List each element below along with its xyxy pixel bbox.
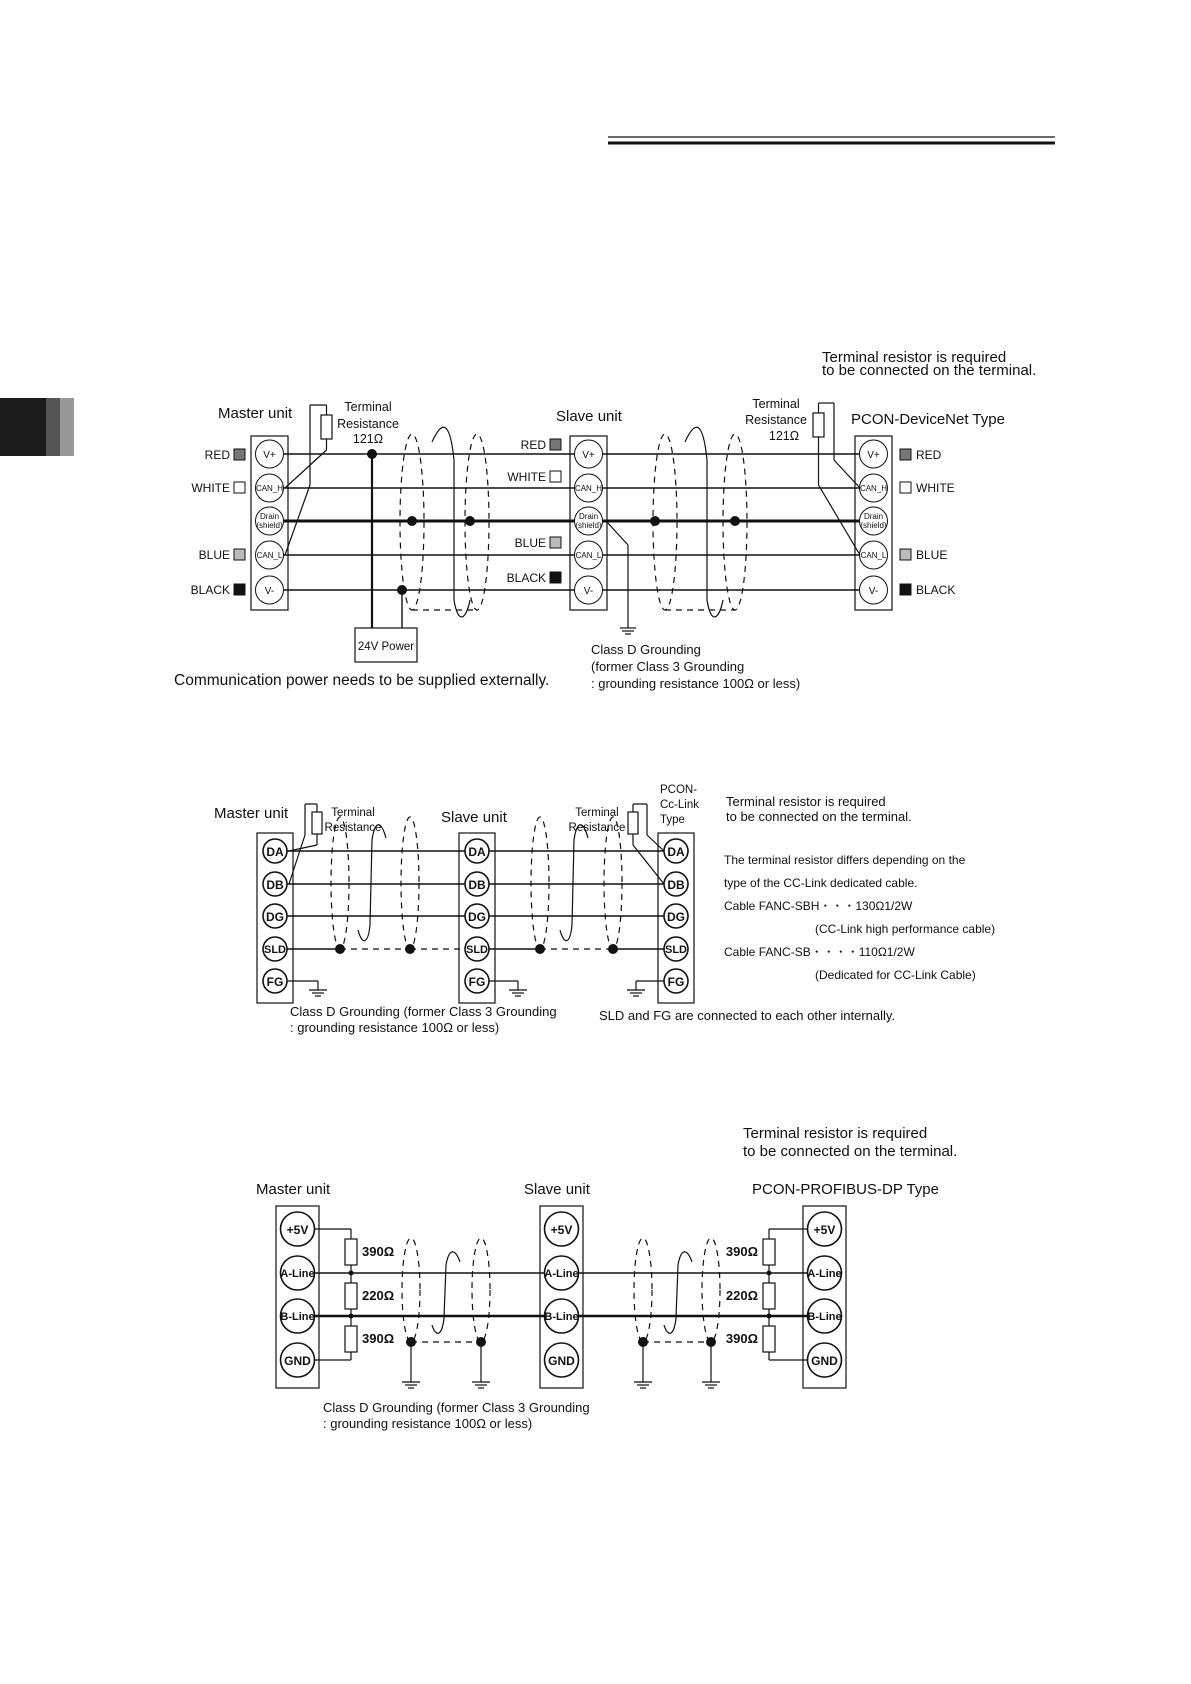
profibus-master-terminals	[280, 1212, 314, 1377]
cclink-info-line3: Cable FANC-SBH・・・130Ω1/2W	[724, 899, 913, 913]
terminal-da: DA	[468, 845, 486, 859]
terminal-5v: +5V	[813, 1223, 836, 1237]
profibus-resistor-left-top: 390Ω	[362, 1244, 395, 1259]
terminal-db: DB	[266, 878, 284, 892]
wire-color-red: RED	[916, 448, 942, 462]
cclink-pcon-label-line3: Type	[660, 814, 685, 826]
power-supply-label: 24V Power	[357, 641, 415, 653]
wire-color-black: BLACK	[916, 583, 956, 597]
wire-color-blue: BLUE	[514, 536, 546, 550]
terminal-fg: FG	[667, 975, 685, 989]
devicenet-pcon-label: PCON-DeviceNet Type	[851, 411, 1005, 428]
wire-color-white: WHITE	[507, 470, 546, 484]
terminal-vplus: V+	[867, 450, 880, 461]
devicenet-note-line1: Terminal resistor is required	[822, 349, 1007, 366]
wire-color-blue: BLUE	[198, 548, 230, 562]
terminal-db: DB	[667, 878, 685, 892]
devicenet-term-res-right-line2: Resistance	[745, 413, 807, 427]
terminal-da: DA	[667, 845, 685, 859]
profibus-slave-terminals	[544, 1212, 578, 1377]
terminal-a-line: A-Line	[280, 1268, 315, 1280]
profibus-pcon-label: PCON-PROFIBUS-DP Type	[752, 1181, 939, 1198]
profibus-pcon-terminals	[807, 1212, 841, 1377]
terminal-drain: Drain	[863, 512, 884, 521]
profibus-resistor-left-bottom: 390Ω	[362, 1331, 395, 1346]
terminal-sld: SLD	[264, 944, 286, 956]
profibus-resistor-right-bottom: 390Ω	[725, 1331, 758, 1346]
terminal-sld: SLD	[665, 944, 687, 956]
terminal-da: DA	[266, 845, 284, 859]
terminal-fg: FG	[468, 975, 486, 989]
terminal-5v: +5V	[286, 1223, 309, 1237]
cclink-info-line1: The terminal resistor differs depending on the	[724, 853, 966, 867]
devicenet-term-res-right-line3: 121Ω	[768, 429, 800, 443]
terminal-canh: CAN_H	[859, 484, 888, 493]
wire-color-black: BLACK	[190, 583, 230, 597]
devicenet-ground-note-line2: (former Class 3 Grounding	[591, 659, 745, 674]
terminal-shield: (shield)	[575, 521, 602, 530]
cclink-term-res-right-line2: Resistance	[568, 822, 626, 834]
terminal-drain: Drain	[578, 512, 599, 521]
profibus-resistor-left-mid: 220Ω	[362, 1288, 395, 1303]
devicenet-term-res-left-line1: Terminal	[344, 400, 392, 414]
wire-color-red: RED	[520, 438, 546, 452]
terminal-vminus: V-	[868, 586, 879, 597]
devicenet-master-label: Master unit	[218, 405, 293, 422]
terminal-shield: (shield)	[860, 521, 887, 530]
cclink-info-line5: Cable FANC-SB・・・・110Ω1/2W	[724, 945, 915, 959]
wire-color-white: WHITE	[191, 481, 230, 495]
profibus-master-label: Master unit	[256, 1181, 331, 1198]
terminal-b-line: B-Line	[544, 1311, 579, 1323]
profibus-note-line2: to be connected on the terminal.	[743, 1143, 958, 1160]
cclink-info-line4: (CC-Link high performance cable)	[815, 922, 996, 936]
terminal-canl: CAN_L	[575, 551, 602, 560]
terminal-canl: CAN_L	[256, 551, 283, 560]
terminal-5v: +5V	[550, 1223, 573, 1237]
devicenet-term-res-left-line3: 121Ω	[352, 432, 384, 446]
cclink-term-res-left-line1: Terminal	[331, 807, 375, 819]
terminal-db: DB	[468, 878, 486, 892]
wire-color-white: WHITE	[916, 481, 955, 495]
profibus-ground-note-line1: Class D Grounding (former Class 3 Grounding	[323, 1400, 590, 1415]
terminal-fg: FG	[266, 975, 284, 989]
profibus-resistor-right-top: 390Ω	[725, 1244, 758, 1259]
terminal-b-line: B-Line	[807, 1311, 842, 1323]
terminal-canh: CAN_H	[574, 484, 603, 493]
devicenet-note-line2: to be connected on the terminal.	[822, 362, 1037, 379]
cclink-slave-label: Slave unit	[441, 809, 507, 826]
wire-color-black: BLACK	[506, 571, 546, 585]
devicenet-ground-note-line3: : grounding resistance 100Ω or less)	[591, 676, 801, 691]
cclink-info-line2: type of the CC-Link dedicated cable.	[724, 876, 918, 890]
devicenet-ground-note-line1: Class D Grounding	[591, 642, 701, 657]
cclink-info-line6: (Dedicated for CC-Link Cable)	[815, 968, 976, 982]
cclink-term-res-right-line1: Terminal	[575, 807, 619, 819]
power-note: Communication power needs to be supplied externally.	[174, 672, 550, 689]
devicenet-term-res-left-line2: Resistance	[337, 417, 399, 431]
terminal-dg: DG	[266, 910, 284, 924]
terminal-vminus: V-	[264, 586, 275, 597]
cclink-master-label: Master unit	[214, 805, 289, 822]
terminal-vplus: V+	[582, 450, 595, 461]
terminal-canh: CAN_H	[255, 484, 284, 493]
terminal-gnd: GND	[548, 1354, 575, 1368]
terminal-drain: Drain	[259, 512, 280, 521]
profibus-resistor-divider-left	[314, 1229, 357, 1360]
cclink-note-line2: to be connected on the terminal.	[726, 809, 912, 824]
terminal-vplus: V+	[263, 450, 276, 461]
terminal-sld: SLD	[466, 944, 488, 956]
cclink-note-line1: Terminal resistor is required	[726, 794, 886, 809]
terminal-b-line: B-Line	[280, 1311, 315, 1323]
terminal-gnd: GND	[811, 1354, 838, 1368]
cclink-term-res-left-line2: Resistance	[324, 822, 382, 834]
wire-color-blue: BLUE	[916, 548, 948, 562]
cclink-pcon-label-line1: PCON-	[660, 784, 698, 796]
terminal-gnd: GND	[284, 1354, 311, 1368]
terminal-shield: (shield)	[256, 521, 283, 530]
profibus-note-line1: Terminal resistor is required	[743, 1125, 928, 1142]
profibus-resistor-divider-right	[763, 1229, 808, 1360]
terminal-dg: DG	[468, 910, 486, 924]
profibus-resistor-right-mid: 220Ω	[725, 1288, 758, 1303]
profibus-ground-note-line2: : grounding resistance 100Ω or less)	[323, 1416, 533, 1431]
terminal-a-line: A-Line	[544, 1268, 579, 1280]
devicenet-slave-label: Slave unit	[556, 408, 622, 425]
terminal-dg: DG	[667, 910, 685, 924]
terminal-canl: CAN_L	[860, 551, 887, 560]
profibus-slave-label: Slave unit	[524, 1181, 590, 1198]
wire-color-red: RED	[204, 448, 230, 462]
cclink-pcon-label-line2: Cc-Link	[660, 799, 699, 811]
cclink-sld-note: SLD and FG are connected to each other internally.	[599, 1008, 896, 1023]
terminal-a-line: A-Line	[807, 1268, 842, 1280]
cclink-ground-note-line2: : grounding resistance 100Ω or less)	[290, 1020, 500, 1035]
cclink-ground-note-line1: Class D Grounding (former Class 3 Grounding	[290, 1004, 557, 1019]
terminal-vminus: V-	[583, 586, 594, 597]
devicenet-term-res-right-line1: Terminal	[752, 397, 800, 411]
